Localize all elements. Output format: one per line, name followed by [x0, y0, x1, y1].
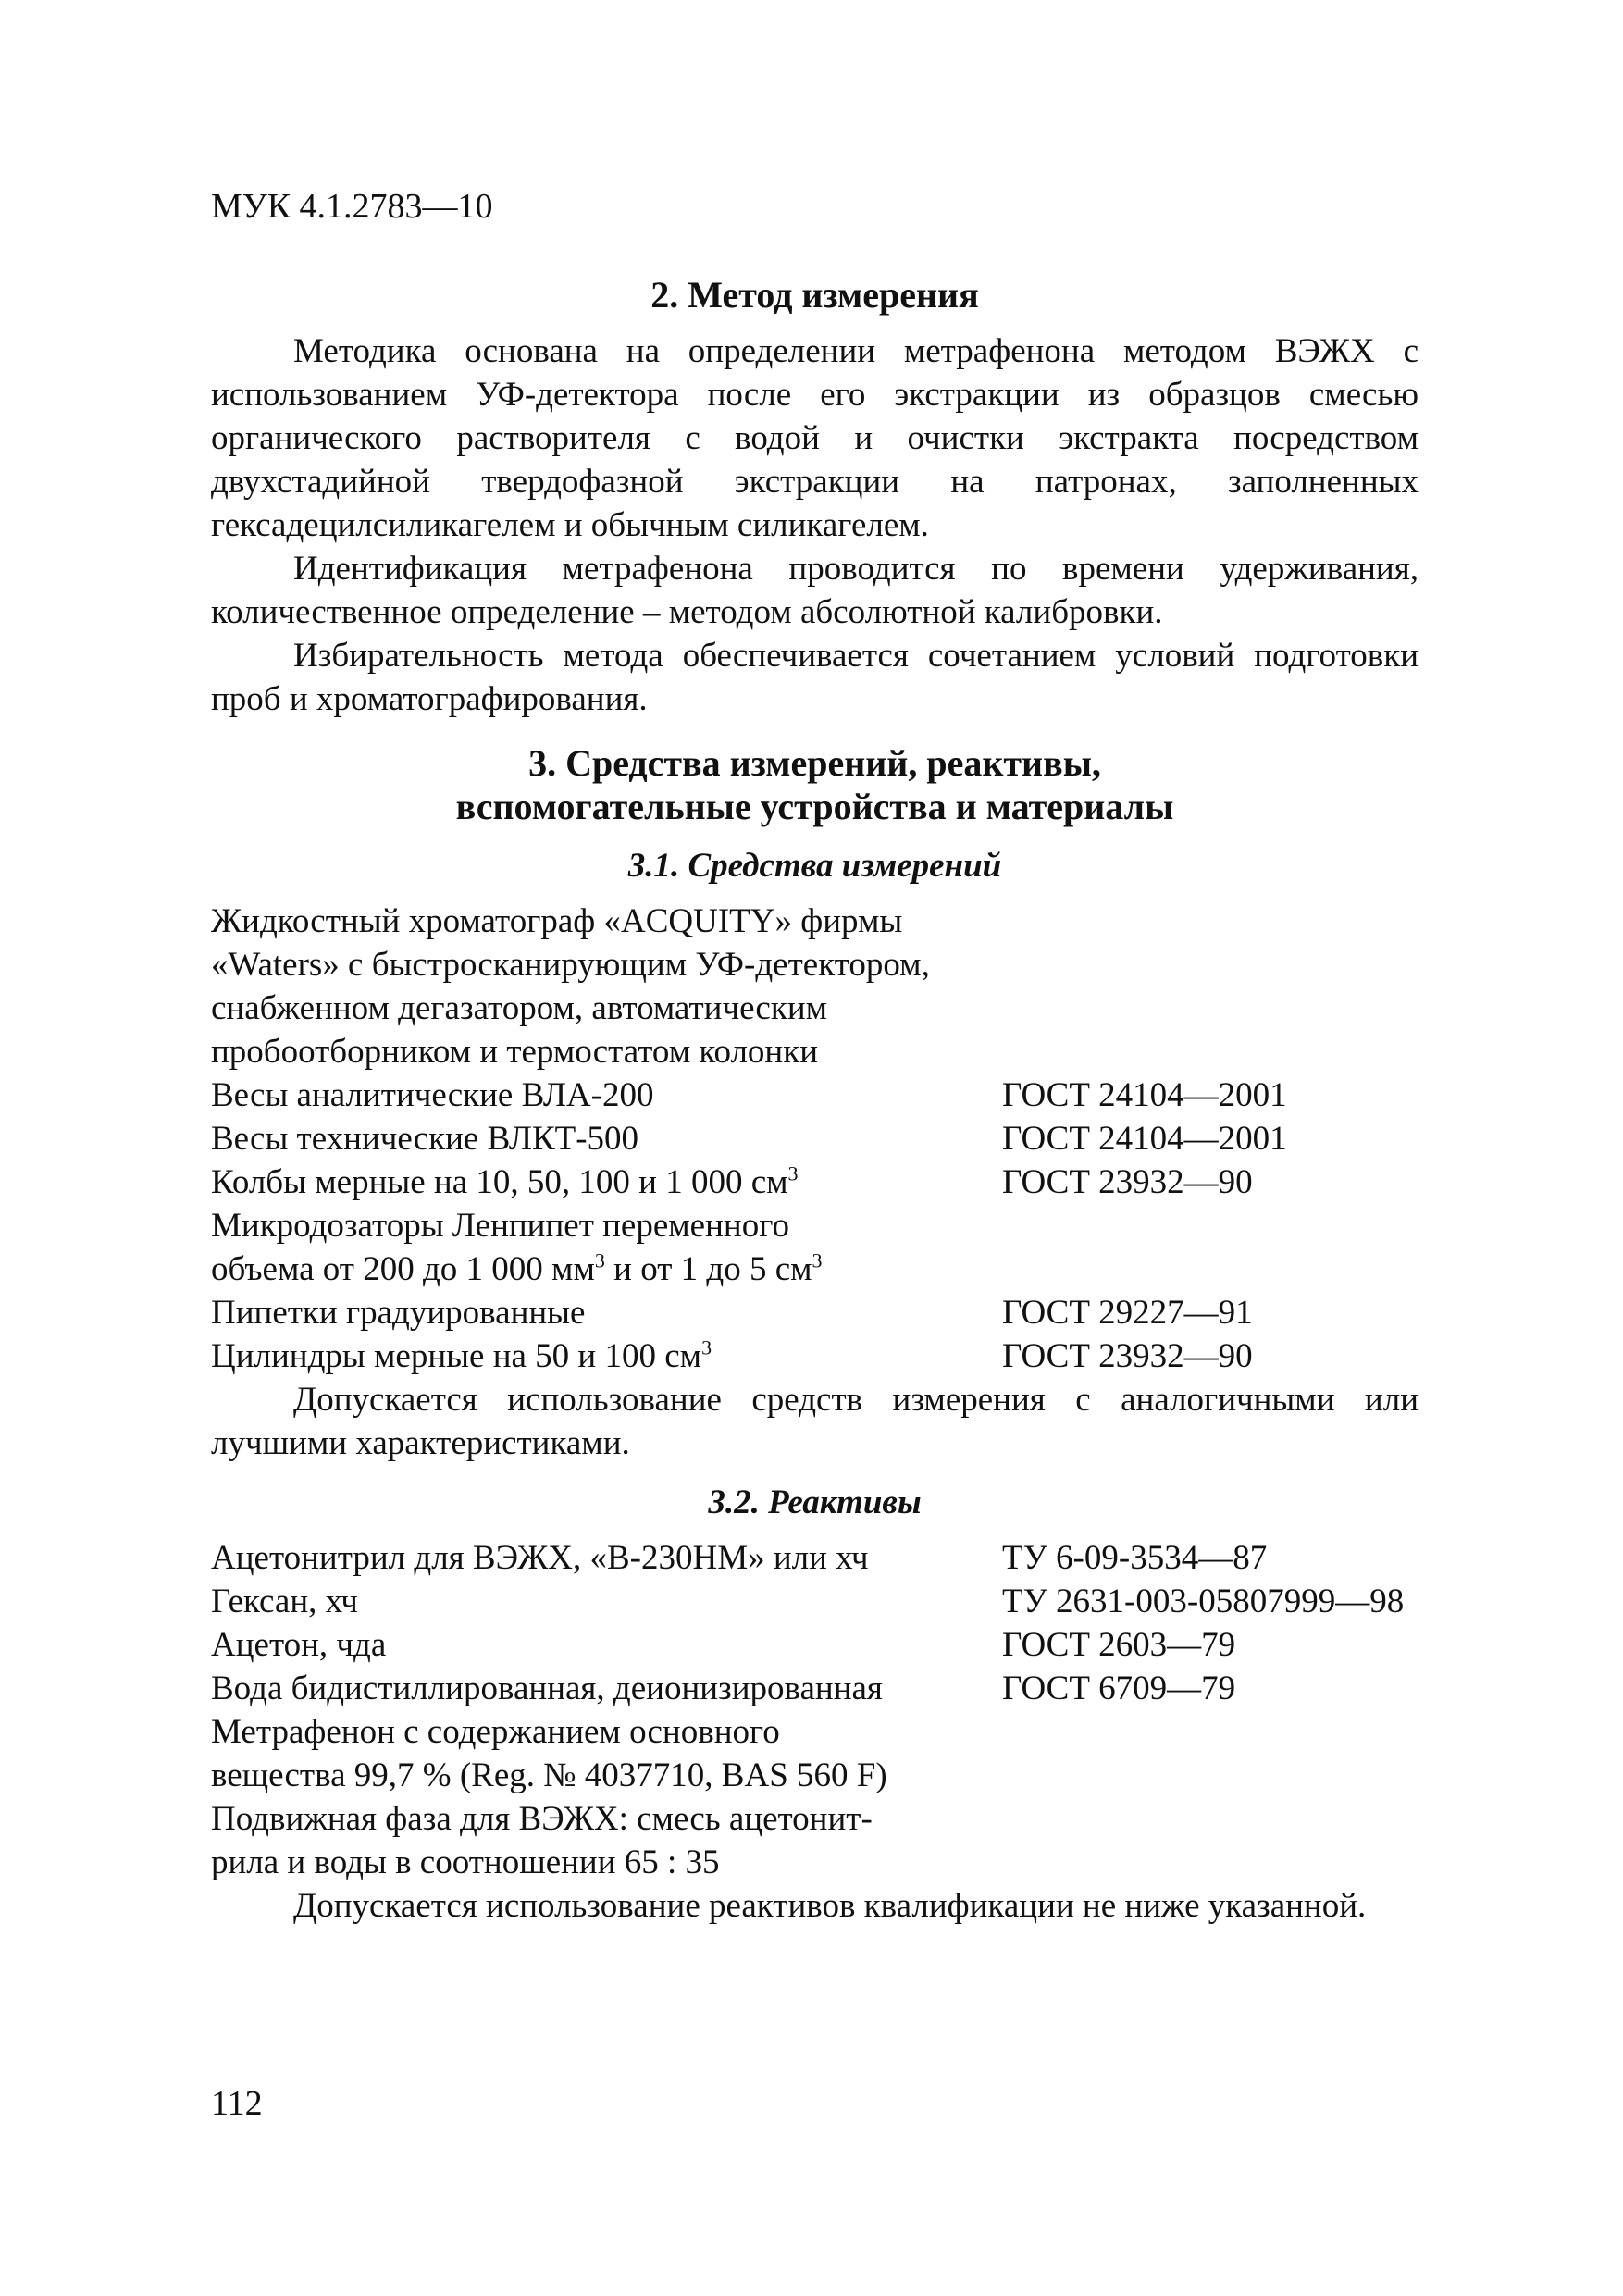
item-name: Весы аналитические ВЛА-200: [211, 1076, 654, 1114]
item-standard: ГОСТ 2603—79: [1002, 1626, 1236, 1664]
unit-superscript: 3: [812, 1248, 823, 1272]
item-name-text: объема от 200 до 1 000 мм: [211, 1250, 595, 1288]
unit-superscript: 3: [787, 1161, 799, 1185]
item-standard: ГОСТ 23932—90: [1002, 1337, 1253, 1375]
item-name-line: снабженном дегазатором, автоматическим: [211, 989, 828, 1027]
item-standard: ГОСТ 6709—79: [1002, 1669, 1236, 1707]
section-2-title: 2. Метод измерения: [650, 274, 979, 316]
table-row: [211, 1291, 1419, 1334]
item-name: [211, 1160, 1002, 1204]
item-name: [211, 1334, 1002, 1378]
table-row: [211, 1204, 1419, 1247]
subsection-3-2-note: Допускается использование реактивов квалификации не ниже указанной.: [293, 1887, 1367, 1925]
document-code-header: МУК 4.1.2783—10: [211, 187, 493, 226]
section-3-title-line-2: вспомогательные устройства и материалы: [455, 786, 1174, 827]
reagents-table: [211, 1536, 1419, 1884]
section-2-paragraph: Избирательность метода обеспечивается сочетанием условий подготовки проб и хроматографирования.: [211, 637, 1419, 718]
unit-superscript: 3: [701, 1335, 712, 1359]
item-standard: ТУ 2631-003-05807999—98: [1002, 1582, 1405, 1620]
page-number: 112: [211, 2084, 263, 2123]
table-row: [211, 1117, 1419, 1160]
item-name-text: Цилиндры мерные на 50 и 100 см: [211, 1337, 702, 1375]
table-row: [211, 900, 1419, 1074]
table-row: [211, 1580, 1419, 1623]
table-row: [211, 1667, 1419, 1710]
item-standard: ГОСТ 23932—90: [1002, 1163, 1253, 1201]
item-standard: [1002, 1247, 1419, 1291]
table-row: [211, 1074, 1419, 1117]
item-name-line: рила и воды в соотношении 65 : 35: [211, 1843, 720, 1881]
item-standard: [1002, 1710, 1419, 1797]
table-row: [211, 1334, 1419, 1378]
table-row: [211, 1160, 1419, 1204]
item-standard: [1002, 900, 1419, 1074]
subsection-3-1-note: Допускается использование средств измерения с аналогичными или лучшими характеристиками.: [211, 1381, 1419, 1462]
item-name: Пипетки градуированные: [211, 1294, 586, 1332]
table-row: [211, 1710, 1419, 1797]
item-standard: [1002, 1204, 1419, 1247]
section-2-paragraph: Методика основана на определении метрафенона методом ВЭЖХ с использованием УФ-детектора после его экстракции из образцов смесью органического растворителя с водой и очистки экстракта посредством двухстадийной твердофазной экстракции на патронах, заполненных гексадецилсиликагелем и обычным силикагелем.: [211, 332, 1419, 544]
item-name: [211, 1710, 1002, 1797]
item-name-line: пробоотборником и термостатом колонки: [211, 1033, 819, 1071]
item-name: Ацетонитрил для ВЭЖХ, «В-230НМ» или хч: [211, 1539, 869, 1577]
item-name-text: и от 1 до 5 см: [604, 1250, 812, 1288]
item-name: [211, 900, 1002, 1074]
unit-superscript: 3: [594, 1248, 605, 1272]
section-2-paragraph: Идентификация метрафенона проводится по времени удерживания, количественное определение – методом абсолютной калибровки.: [211, 550, 1419, 631]
item-name: [211, 1797, 1002, 1884]
item-name: Весы технические ВЛКТ-500: [211, 1120, 639, 1158]
item-standard: ГОСТ 24104—2001: [1002, 1120, 1287, 1158]
item-name: [211, 1247, 1002, 1291]
item-standard: ТУ 6-09-3534—87: [1002, 1539, 1268, 1577]
section-3-title-line-1: 3. Средства измерений, реактивы,: [528, 742, 1101, 784]
subsection-3-1-title: 3.1. Средства измерений: [627, 847, 1002, 885]
item-name-line: Метрафенон с содержанием основного: [211, 1713, 780, 1751]
item-name-line: «Waters» с быстросканирующим УФ-детектором,: [211, 946, 930, 984]
item-name: Вода бидистиллированная, деионизированная: [211, 1669, 883, 1707]
table-row: [211, 1797, 1419, 1884]
item-standard: [1002, 1797, 1419, 1884]
item-name-text: Колбы мерные на 10, 50, 100 и 1 000 см: [211, 1163, 788, 1201]
item-name-line: Жидкостный хроматограф «ACQUITY» фирмы: [211, 902, 903, 940]
item-standard: ГОСТ 29227—91: [1002, 1294, 1253, 1332]
item-name: Гексан, хч: [211, 1582, 358, 1620]
item-name-line: вещества 99,7 % (Reg. № 4037710, BAS 560 F): [211, 1756, 887, 1794]
document-body: [211, 273, 1419, 1928]
item-name: Ацетон, чда: [211, 1626, 387, 1664]
item-name-line: Подвижная фаза для ВЭЖХ: смесь ацетонит-: [211, 1800, 873, 1838]
table-row: [211, 1536, 1419, 1580]
table-row: [211, 1623, 1419, 1667]
item-standard: ГОСТ 24104—2001: [1002, 1076, 1287, 1114]
table-row: [211, 1247, 1419, 1291]
subsection-3-2-title: 3.2. Реактивы: [708, 1483, 922, 1521]
item-name: Микродозаторы Ленпипет переменного: [211, 1207, 789, 1245]
measuring-instruments-table: [211, 900, 1419, 1378]
